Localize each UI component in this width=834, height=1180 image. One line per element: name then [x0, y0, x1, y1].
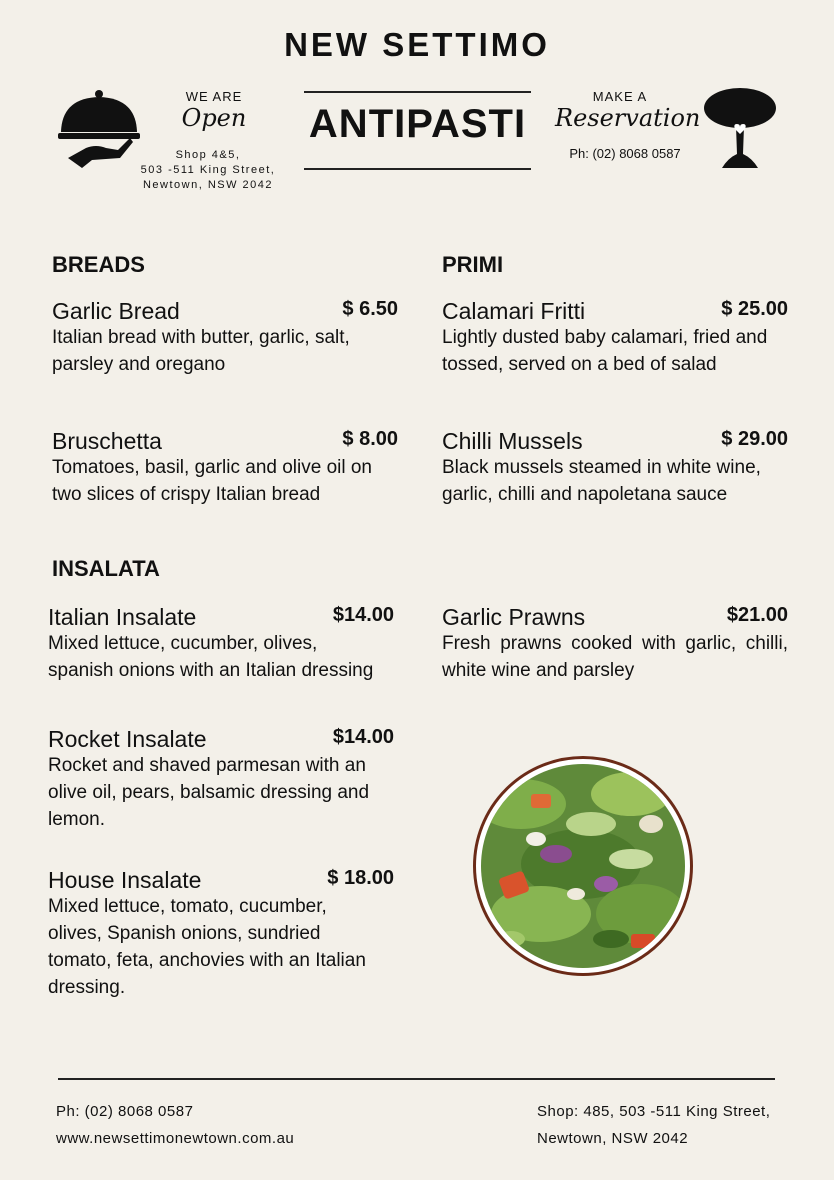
item-price-rocket-insalate: $14.00 — [332, 726, 394, 748]
item-desc-italian-insalate: Mixed lettuce, cucumber, olives, spanish onions with an Italian dressing — [48, 633, 374, 681]
section-primi: PRIMI — [442, 252, 504, 277]
item-name-house-insalate: House Insalate — [48, 867, 202, 893]
item-desc-mussels: Black mussels steamed in white wine, garlic, chilli and napoletana sauce — [442, 457, 761, 505]
footer-address-line-2: Newtown, NSW 2042 — [537, 1130, 689, 1147]
item-name-rocket-insalate: Rocket Insalate — [48, 726, 207, 752]
item-desc-rocket-insalate: Rocket and shaved parmesan with an olive oil, pears, balsamic dressing and lemon. — [48, 755, 370, 830]
restaurant-name: NEW SETTIMO — [284, 26, 550, 63]
title-rule-top — [304, 91, 531, 93]
item-desc-calamari: Lightly dusted baby calamari, fried and tossed, served on a bed of salad — [442, 327, 768, 375]
section-insalata: INSALATA — [52, 556, 160, 581]
item-desc-house-insalate: Mixed lettuce, tomato, cucumber, olives, Spanish onions, sundried tomato, feta, anchovies with an Italian dressing. — [48, 896, 366, 998]
item-price-calamari: $ 25.00 — [721, 298, 788, 320]
item-desc-bruschetta: Tomatoes, basil, garlic and olive oil on two slices of crispy Italian bread — [52, 457, 373, 505]
open-label-script: Open — [181, 104, 247, 132]
item-name-bruschetta: Bruschetta — [52, 428, 162, 454]
item-price-garlic-prawns: $21.00 — [726, 604, 788, 626]
tree-heart-icon — [700, 86, 780, 172]
item-price-garlic-bread: $ 6.50 — [342, 298, 398, 320]
item-name-garlic-bread: Garlic Bread — [52, 298, 180, 324]
item-price-mussels: $ 29.00 — [721, 428, 788, 450]
footer-website-link[interactable]: www.newsettimonewtown.com.au — [56, 1130, 295, 1147]
item-price-house-insalate: $ 18.00 — [327, 867, 394, 889]
item-name-calamari: Calamari Fritti — [442, 298, 586, 324]
page-title: ANTIPASTI — [308, 102, 527, 146]
section-breads: BREADS — [52, 252, 145, 277]
item-price-italian-insalate: $14.00 — [332, 604, 394, 626]
address-line-3: Newtown, NSW 2042 — [142, 179, 274, 191]
header-phone[interactable]: Ph: (02) 8068 0587 — [569, 146, 681, 161]
item-price-bruschetta: $ 8.00 — [342, 428, 398, 450]
footer-address-line-1: Shop: 485, 503 -511 King Street, — [537, 1103, 771, 1120]
open-label-top: WE ARE — [185, 89, 243, 104]
footer-phone[interactable]: Ph: (02) 8068 0587 — [56, 1103, 194, 1120]
item-name-garlic-prawns: Garlic Prawns — [442, 604, 586, 630]
address-line-2: 503 -511 King Street, — [140, 164, 276, 176]
item-desc-garlic-bread: Italian bread with butter, garlic, salt, parsley and oregano — [52, 327, 350, 375]
reservation-label-top: MAKE A — [592, 89, 648, 104]
title-rule-bottom — [304, 168, 531, 170]
footer-contact — [56, 1098, 294, 1152]
address-line-1: Shop 4&5, — [175, 149, 241, 161]
footer-rule — [58, 1078, 775, 1080]
item-name-mussels: Chilli Mussels — [442, 428, 583, 454]
footer-address — [537, 1098, 770, 1152]
item-desc-garlic-prawns: Fresh prawns cooked with garlic, chilli, white wine and parsley — [442, 633, 788, 681]
header-address — [118, 148, 298, 193]
item-name-italian-insalate: Italian Insalate — [48, 604, 197, 630]
reservation-label-script: Reservation — [555, 104, 701, 132]
salad-photo — [473, 756, 693, 976]
salad-image — [481, 764, 685, 968]
